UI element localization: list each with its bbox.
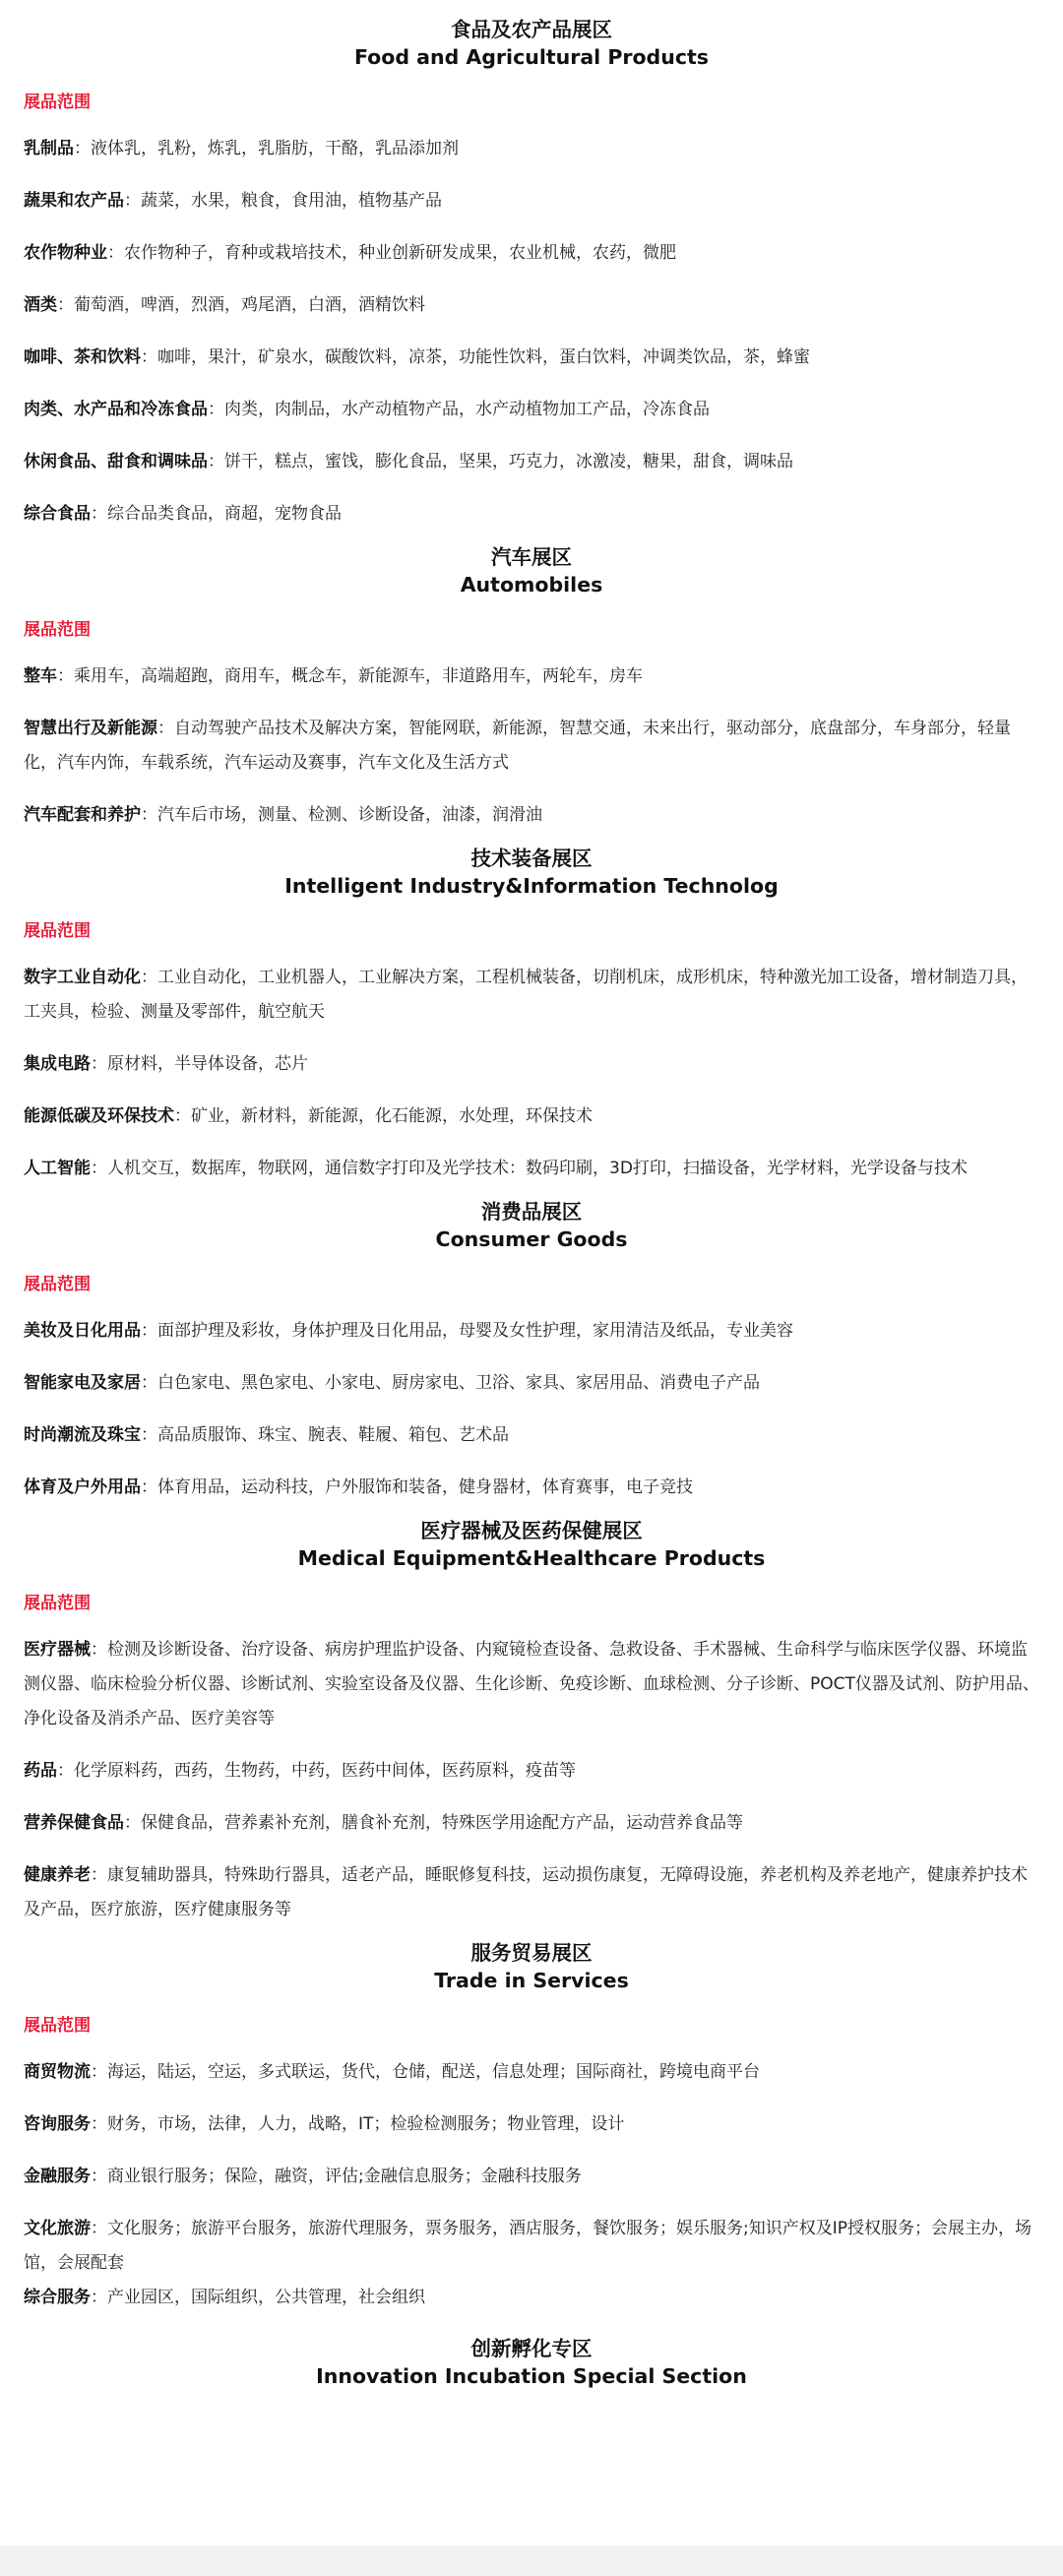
list-item: [24, 1314, 1039, 1349]
section-food: [24, 16, 1039, 532]
list-item: [24, 288, 1039, 323]
item-sep: ：: [57, 295, 74, 315]
list-item: [24, 184, 1039, 219]
item-label: 健康养老: [24, 1865, 91, 1885]
list-item: [24, 1633, 1039, 1736]
section-title-en: Trade in Services: [434, 1969, 629, 1992]
item-label: 金融服务: [24, 2167, 91, 2186]
list-item: [24, 497, 1039, 532]
list-item: [24, 712, 1039, 781]
item-sep: ：: [91, 1054, 107, 1074]
section-title-en: Consumer Goods: [435, 1227, 628, 1251]
item-sep: ：: [141, 805, 157, 825]
item-text: 农作物种子，育种或栽培技术，种业创新研发成果，农业机械，农药，微肥: [124, 243, 676, 263]
list-item: [24, 1471, 1039, 1505]
item-sep: ：: [141, 1425, 157, 1445]
item-label: 美妆及日化用品: [24, 1321, 141, 1341]
section-title: [24, 1939, 1039, 1994]
item-sep: ：: [91, 1159, 107, 1178]
item-label: 综合食品: [24, 504, 91, 524]
section-title-zh: 服务贸易展区: [470, 1941, 593, 1965]
item-text: 原材料，半导体设备，芯片: [107, 1054, 308, 1074]
item-label: 人工智能: [24, 1159, 91, 1178]
item-text: 咖啡，果汁，矿泉水，碳酸饮料，凉茶，功能性饮料，蛋白饮料，冲调类饮品，茶，蜂蜜: [157, 347, 810, 367]
item-sep: ：: [141, 1321, 157, 1341]
item-label: 药品: [24, 1761, 57, 1781]
item-text: 保健食品，营养素补充剂，膳食补充剂，特殊医学用途配方产品，运动营养食品等: [141, 1813, 743, 1833]
item-text: 检测及诊断设备、治疗设备、病房护理监护设备、内窥镜检查设备、急救设备、手术器械、生命科学与临床医学仪器、环境监测仪器、临床检验分析仪器、诊断试剂、实验室设备及仪器、生化诊断、免疫诊断、血球检测、分子诊断、POCT仪器及试剂、防护用品、净化设备及消杀产品、医疗美容等: [24, 1640, 1039, 1728]
item-text: 自动驾驶产品技术及解决方案，智能网联，新能源，智慧交通，未来出行，驱动部分，底盘部分，车身部分，轻量化，汽车内饰，车载系统，汽车运动及赛事，汽车文化及生活方式: [24, 719, 1011, 773]
section-title-en: Innovation Incubation Special Section: [316, 2364, 747, 2388]
item-text: 饼干，糕点，蜜饯，膨化食品，坚果，巧克力，冰激凌，糖果，甜食，调味品: [224, 452, 793, 471]
item-sep: ：: [57, 666, 74, 686]
item-label: 综合服务: [24, 2288, 91, 2307]
item-sep: ：: [124, 191, 141, 211]
item-sep: ：: [91, 2114, 107, 2134]
item-label: 医疗器械: [24, 1640, 91, 1660]
list-item: [24, 393, 1039, 427]
range-label: 展品范围: [24, 620, 91, 640]
section-title-zh: 医疗器械及医药保健展区: [420, 1519, 643, 1542]
list-item: [24, 445, 1039, 479]
item-sep: ：: [57, 1761, 74, 1781]
list-item: [24, 1754, 1039, 1789]
section-title: [24, 845, 1039, 900]
item-sep: ：: [91, 2219, 107, 2238]
item-text: 文化服务；旅游平台服务，旅游代理服务，票务服务，酒店服务，餐饮服务；娱乐服务;知识产权及IP授权服务；会展主办，场馆，会展配套: [24, 2219, 1032, 2273]
list-item: [24, 1047, 1039, 1082]
item-label: 体育及户外用品: [24, 1477, 141, 1497]
list-item: [24, 2055, 1039, 2090]
section-title-en: Medical Equipment&Healthcare Products: [297, 1546, 766, 1570]
item-text: 肉类，肉制品，水产动植物产品，水产动植物加工产品，冷冻食品: [224, 400, 710, 419]
item-label: 营养保健食品: [24, 1813, 124, 1833]
item-label: 农作物种业: [24, 243, 107, 263]
list-item: [24, 1366, 1039, 1401]
item-label: 智能家电及家居: [24, 1373, 141, 1393]
item-label: 咨询服务: [24, 2114, 91, 2134]
section-title-zh: 创新孵化专区: [470, 2337, 593, 2360]
section-title: [24, 2335, 1039, 2390]
range-label: 展品范围: [24, 921, 91, 941]
list-item: [24, 2107, 1039, 2142]
section-title-en: Intelligent Industry&Information Technolog: [284, 874, 779, 898]
item-text: 产业园区，国际组织，公共管理，社会组织: [107, 2288, 425, 2307]
item-label: 集成电路: [24, 1054, 91, 1074]
list-item: [24, 1418, 1039, 1453]
item-label: 整车: [24, 666, 57, 686]
item-text: 汽车后市场，测量、检测、诊断设备，油漆，润滑油: [157, 805, 542, 825]
list-item: [24, 2160, 1039, 2194]
item-label: 蔬果和农产品: [24, 191, 124, 211]
item-label: 肉类、水产品和冷冻食品: [24, 400, 208, 419]
item-text: 海运，陆运，空运，多式联运，货代，仓储，配送，信息处理；国际商社，跨境电商平台: [107, 2062, 760, 2082]
list-item: [24, 798, 1039, 833]
list-item: [24, 961, 1039, 1030]
range-label: 展品范围: [24, 2016, 91, 2036]
item-label: 商贸物流: [24, 2062, 91, 2082]
item-label: 咖啡、茶和饮料: [24, 347, 141, 367]
list-item: [24, 132, 1039, 166]
item-text: 矿业，新材料，新能源，化石能源，水处理，环保技术: [191, 1106, 593, 1126]
item-sep: ：: [107, 243, 124, 263]
item-text: 人机交互，数据库，物联网，通信数字打印及光学技术：数码印刷，3D打印，扫描设备，光学材料，光学设备与技术: [107, 1159, 968, 1178]
item-text: 化学原料药，西药，生物药，中药，医药中间体，医药原料，疫苗等: [74, 1761, 576, 1781]
item-text: 葡萄酒，啤酒，烈酒，鸡尾酒，白酒，酒精饮料: [74, 295, 425, 315]
section-title-zh: 食品及农产品展区: [451, 18, 612, 41]
item-text: 工业自动化，工业机器人，工业解决方案，工程机械装备，切削机床，成形机床，特种激光加工设备，增材制造刀具，工夹具，检验、测量及零部件，航空航天: [24, 968, 1028, 1022]
item-text: 蔬菜，水果，粮食，食用油，植物基产品: [141, 191, 442, 211]
item-sep: ：: [91, 504, 107, 524]
item-text: 白色家电、黑色家电、小家电、厨房家电、卫浴、家具、家居用品、消费电子产品: [157, 1373, 760, 1393]
item-text: 液体乳，乳粉，炼乳，乳脂肪，干酪，乳品添加剂: [91, 139, 459, 158]
item-sep: ：: [174, 1106, 191, 1126]
section-intelligent-industry: [24, 845, 1039, 1186]
section-title: [24, 1198, 1039, 1253]
list-item: [24, 1152, 1039, 1186]
item-text: 综合品类食品，商超，宠物食品: [107, 504, 342, 524]
item-label: 能源低碳及环保技术: [24, 1106, 174, 1126]
item-label: 时尚潮流及珠宝: [24, 1425, 141, 1445]
section-title-en: Automobiles: [460, 573, 603, 597]
page-footer-gap: [0, 2545, 1063, 2576]
item-text: 乘用车，高端超跑，商用车，概念车，新能源车，非道路用车，两轮车，房车: [74, 666, 643, 686]
list-item: [24, 1100, 1039, 1134]
item-text: 康复辅助器具，特殊助行器具，适老产品，睡眠修复科技，运动损伤康复，无障碍设施，养老机构及养老地产，健康养护技术及产品，医疗旅游，医疗健康服务等: [24, 1865, 1028, 1919]
item-text: 商业银行服务；保险，融资，评估;金融信息服务；金融科技服务: [107, 2167, 582, 2186]
section-automobiles: [24, 543, 1039, 833]
section-title-en: Food and Agricultural Products: [354, 45, 709, 69]
item-text: 高品质服饰、珠宝、腕表、鞋履、箱包、艺术品: [157, 1425, 509, 1445]
list-item: [24, 660, 1039, 694]
item-sep: ：: [91, 2062, 107, 2082]
item-sep: ：: [141, 968, 157, 987]
item-text: 体育用品，运动科技，户外服饰和装备，健身器材，体育赛事，电子竞技: [157, 1477, 693, 1497]
item-sep: ：: [208, 400, 224, 419]
item-text: 财务，市场，法律，人力，战略，IT；检验检测服务；物业管理，设计: [107, 2114, 625, 2134]
item-sep: ：: [91, 1640, 107, 1660]
item-sep: ：: [91, 1865, 107, 1885]
item-label: 汽车配套和养护: [24, 805, 141, 825]
item-label: 酒类: [24, 295, 57, 315]
item-sep: ：: [141, 1477, 157, 1497]
item-label: 休闲食品、甜食和调味品: [24, 452, 208, 471]
section-medical: [24, 1517, 1039, 1927]
item-sep: ：: [91, 2288, 107, 2307]
list-item: [24, 2281, 1039, 2315]
list-item: [24, 1858, 1039, 1927]
section-innovation-incubation: [24, 2335, 1039, 2390]
item-label: 文化旅游: [24, 2219, 91, 2238]
item-sep: ：: [208, 452, 224, 471]
range-label: 展品范围: [24, 93, 91, 112]
item-text: 面部护理及彩妆，身体护理及日化用品，母婴及女性护理，家用清洁及纸品，专业美容: [157, 1321, 793, 1341]
item-label: 数字工业自动化: [24, 968, 141, 987]
list-item: [24, 1806, 1039, 1841]
section-title-zh: 汽车展区: [491, 545, 572, 569]
range-label: 展品范围: [24, 1594, 91, 1613]
section-trade-in-services: [24, 1939, 1039, 2315]
section-consumer-goods: [24, 1198, 1039, 1505]
item-sep: ：: [74, 139, 91, 158]
item-sep: ：: [91, 2167, 107, 2186]
item-label: 智慧出行及新能源: [24, 719, 157, 738]
list-item: [24, 236, 1039, 271]
section-title-zh: 技术装备展区: [470, 847, 593, 870]
section-title: [24, 16, 1039, 71]
section-title: [24, 1517, 1039, 1572]
list-item: [24, 2212, 1039, 2281]
item-sep: ：: [157, 719, 174, 738]
item-sep: ：: [141, 347, 157, 367]
range-label: 展品范围: [24, 1275, 91, 1294]
item-label: 乳制品: [24, 139, 74, 158]
item-sep: ：: [141, 1373, 157, 1393]
section-title: [24, 543, 1039, 598]
item-sep: ：: [124, 1813, 141, 1833]
section-title-zh: 消费品展区: [480, 1200, 583, 1224]
list-item: [24, 341, 1039, 375]
